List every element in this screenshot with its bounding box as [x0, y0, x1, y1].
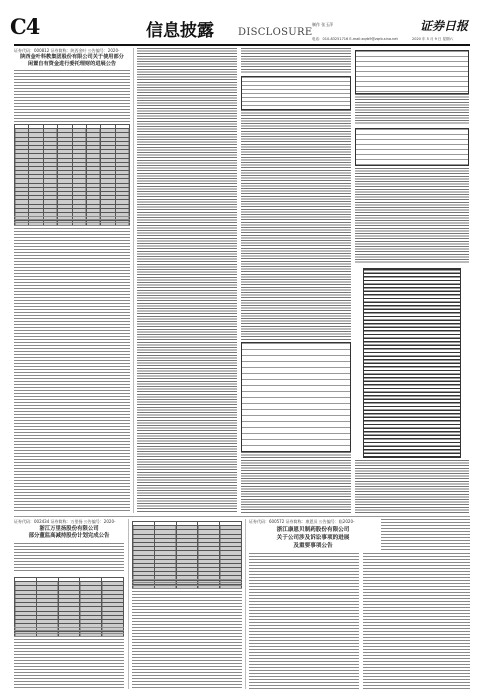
- article-body-text: [14, 627, 124, 689]
- section-title: 信息披露: [146, 21, 214, 41]
- column-rule: [133, 48, 134, 513]
- issue-date: 2020 年 5 月 9 日 星期六: [412, 37, 454, 41]
- article-body-text: [14, 70, 130, 122]
- data-table: [355, 128, 469, 166]
- article-column-4: [355, 48, 469, 513]
- article-body-text: [355, 168, 469, 264]
- bottom-right-article: [249, 519, 470, 689]
- article-column-2: [137, 48, 237, 513]
- article-title-line-2: 闲置自有资金进行委托理财的进展公告: [27, 61, 117, 67]
- article-title-line-2: 关于公司涉及诉讼事项的进展: [276, 535, 350, 541]
- article-body-text: [14, 216, 130, 513]
- article-body-text: [14, 543, 124, 573]
- data-table: [241, 76, 351, 110]
- column-rule: [245, 519, 246, 689]
- article-body-text: [132, 579, 242, 689]
- article-code-line: 证券代码：002434 证券简称：万里扬 公告编号：2020-: [14, 519, 116, 524]
- article-body-text: [241, 48, 351, 74]
- article-body-text: [355, 460, 469, 513]
- article-title-line-2: 部分董监高减持股份计划完成公告: [28, 533, 110, 539]
- article-body-text: [249, 553, 359, 689]
- article-body-text: [241, 452, 351, 513]
- section-divider: [14, 516, 470, 517]
- article-body-text: [355, 94, 469, 124]
- data-table: [241, 342, 351, 452]
- article-code-line: 证券代码：000812 证券简称：陕西金叶 公告编号：2020-: [14, 48, 120, 53]
- header-divider: [14, 44, 470, 46]
- editor-line: 制作 张玉萍: [312, 22, 334, 27]
- article-title-line-3: 及重要事项公告: [293, 543, 333, 549]
- page-number: C4: [10, 14, 40, 39]
- article-body-text: [241, 110, 351, 340]
- article-column-1: [14, 48, 130, 513]
- financial-product-table: [14, 124, 130, 226]
- article-column-3: [241, 48, 351, 513]
- column-rule: [128, 519, 129, 689]
- article-title-line-1: 陕西金叶科教集团股份有限公司关于使用部分: [20, 54, 124, 60]
- article-body-text: [137, 48, 237, 513]
- article-title-line-1: 浙江万里扬股份有限公司: [39, 526, 99, 532]
- contact-line: 电话：010-83251716 E-mail:zqrb9@zqrb.sina.net: [312, 37, 398, 41]
- article-title-line-1: 浙江康恩贝制药股份有限公司: [276, 527, 350, 533]
- article-code-line: 证券代码：600572 证券简称：康恩贝 公告编号：临2020-: [249, 519, 355, 524]
- data-table: [355, 50, 469, 94]
- newspaper-logo: 证券日报: [420, 19, 469, 33]
- section-subtitle-en: DISCLOSURE: [238, 27, 313, 38]
- article-body-text: [381, 519, 470, 551]
- article-body-text: [363, 553, 470, 689]
- bottom-left-article: [14, 519, 242, 689]
- shareholder-table: [363, 268, 461, 458]
